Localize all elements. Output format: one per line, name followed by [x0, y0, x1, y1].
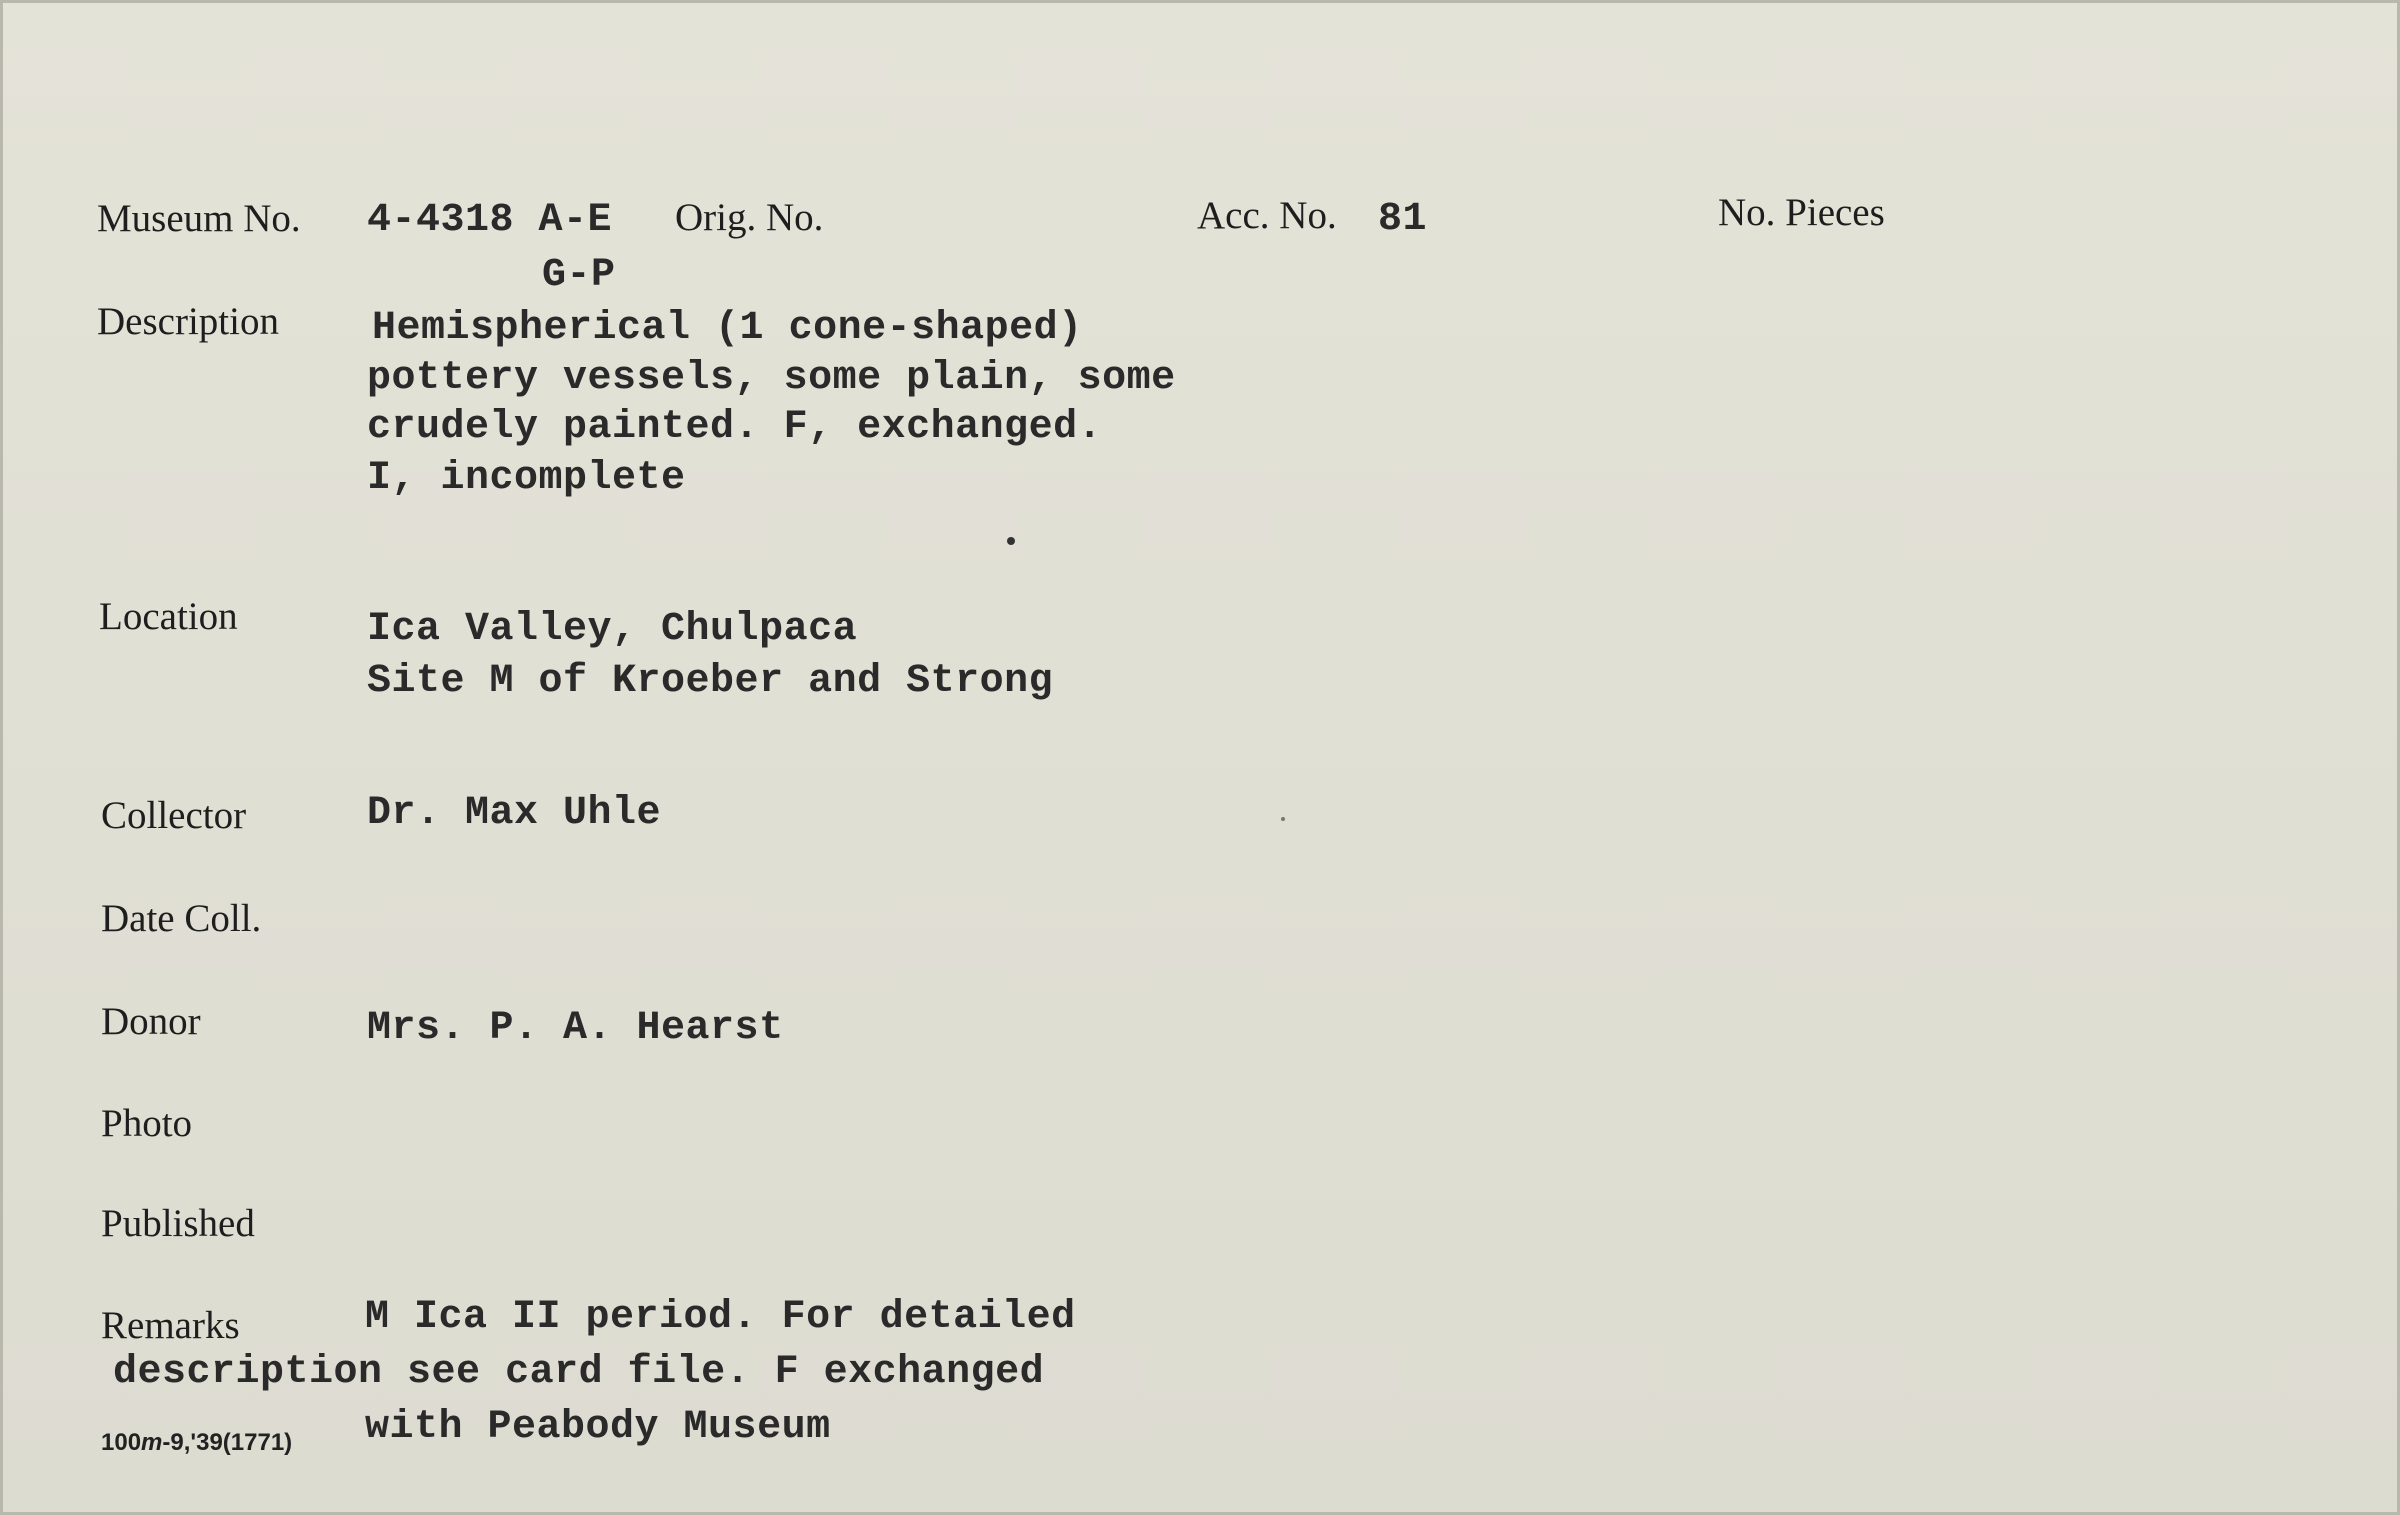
remarks-label: Remarks — [101, 1304, 240, 1347]
location-label: Location — [99, 595, 238, 638]
acc-no-label: Acc. No. — [1197, 194, 1337, 237]
remarks-line-2: description see card file. F exchanged — [113, 1350, 1045, 1395]
printer-code — [101, 1431, 292, 1455]
description-line-1: Hemispherical (1 cone-shaped) — [372, 306, 1083, 351]
collector-value: Dr. Max Uhle — [367, 791, 662, 836]
location-line-2: Site M of Kroeber and Strong — [367, 659, 1054, 704]
remarks-line-3: with Peabody Museum — [365, 1405, 831, 1450]
description-line-3: crudely painted. F, exchanged. — [367, 405, 1103, 450]
description-line-4: I, incomplete — [367, 456, 686, 501]
printer-code-prefix: 100 — [101, 1429, 142, 1456]
description-line-2: pottery vessels, some plain, some — [367, 356, 1176, 401]
no-pieces-label: No. Pieces — [1718, 191, 1885, 234]
museum-no-label: Museum No. — [97, 197, 301, 240]
location-line-1: Ica Valley, Chulpaca — [367, 607, 858, 652]
collector-label: Collector — [101, 794, 247, 837]
printer-code-suffix: -9,'39(1771) — [162, 1429, 293, 1456]
acc-no-value: 81 — [1378, 197, 1428, 242]
date-coll-label: Date Coll. — [101, 897, 262, 940]
donor-value: Mrs. P. A. Hearst — [367, 1006, 784, 1051]
museum-no-value-line2: G-P — [542, 253, 616, 298]
photo-label: Photo — [101, 1102, 193, 1145]
description-label: Description — [97, 300, 279, 343]
donor-label: Donor — [101, 1000, 201, 1043]
ink-speck — [1281, 817, 1285, 821]
printer-code-italic: m — [141, 1429, 163, 1456]
published-label: Published — [101, 1202, 255, 1245]
orig-no-label: Orig. No. — [675, 196, 824, 239]
remarks-line-1: M Ica II period. For detailed — [365, 1295, 1076, 1340]
ink-speck — [1007, 537, 1015, 545]
museum-no-value: 4-4318 A-E — [367, 198, 613, 243]
